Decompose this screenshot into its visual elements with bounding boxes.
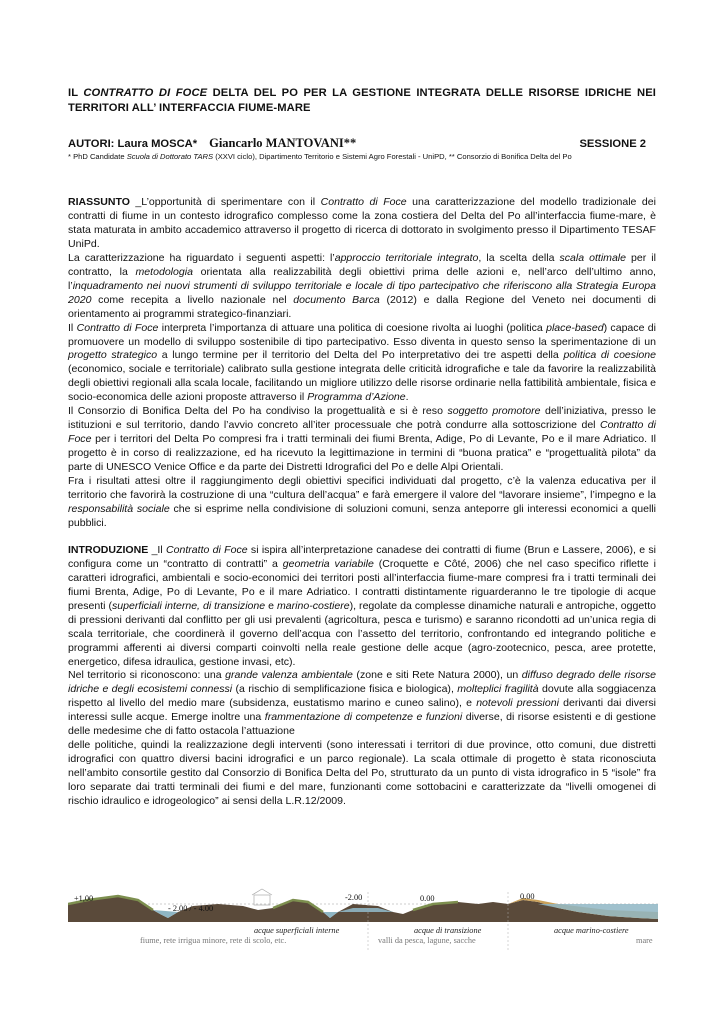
- riassunto-p5: [68, 475, 656, 531]
- text-run: _Il: [148, 543, 166, 556]
- level-3-label: -2.00: [345, 893, 363, 902]
- title-italic: CONTRATTO DI FOCE: [83, 87, 208, 99]
- text-run: geometria variabile: [282, 557, 374, 570]
- affil-b: Scuola di Dottorato TARS: [126, 152, 214, 161]
- paper-title: [68, 86, 656, 116]
- level-5-label: 0.00: [520, 892, 535, 901]
- intro-p1: [68, 544, 656, 670]
- text-run: progetto strategico: [68, 349, 158, 362]
- sub-surface-waters: fiume, rete irrigua minore, rete di scolo, etc.: [140, 936, 287, 945]
- text-run: _L’opportunità di sperimentare con il: [129, 196, 321, 208]
- label-transition-waters: acque di transizione: [414, 926, 482, 935]
- title-post: DELTA DEL PO PER LA GESTIONE INTEGRATA DELLE RISORSE IDRICHE NEI TERRITORI ALL’ INTERFACCIA FIUME-MARE: [68, 87, 656, 114]
- riassunto-p4: [68, 405, 656, 475]
- text-run: soggetto promotore: [447, 405, 541, 418]
- text-run: superficiali interne, di transizione: [112, 599, 266, 612]
- text-run: metodologia: [135, 265, 193, 278]
- text-run: Contratto di Foce: [68, 419, 656, 446]
- intro-p2: [68, 669, 656, 739]
- sub-transition-waters: valli da pesca, lagune, sacche: [378, 936, 476, 945]
- text-run: molteplici fragilità: [457, 683, 539, 696]
- title-pre: IL: [68, 87, 84, 99]
- farmhouse-icon: [252, 889, 272, 905]
- text-run: delle politiche, quindi la realizzazione degli interventi (sono interessati i territori di due province, otto comuni, due distretti idrografici con quattro diversi bacini idrografici e un parco regionale). La scala ottimale di progetto è stata riconosciuta nell’ambito consortile gestito dal Consorzio di Bonifica Delta del Po, strutturato da un punto di vista idrografico in 5 “isole” fra loro separate dai tratti terminali dei fiumi e del mare, funzionanti come sottobacini e caratterizzate da “livelli omogenei di rischio idraulico e idrogeologico” ai sensi della L.R.12/2009.: [68, 739, 656, 808]
- text-run: approccio territoriale integrato: [334, 251, 479, 264]
- text-run: inquadramento nei nuovi strumenti di sviluppo territoriale e locale di tipo partecipativo che riferiscono alla Strategia Europa 2020: [68, 279, 656, 306]
- text-run: (2012) e dalla Regione del Veneto nei documenti di orientamento ai programmi strategico-finanziari.: [68, 293, 656, 320]
- level-4-label: 0.00: [420, 894, 435, 903]
- introduzione-heading: INTRODUZIONE: [68, 543, 149, 556]
- riassunto-p1: [68, 196, 656, 252]
- text-run: diffuso degrado delle risorse idriche e degli ecosistemi connessi: [68, 669, 657, 696]
- level-2-label: - 2.00 / - 4.00: [168, 904, 214, 913]
- affil-c: (XXVI ciclo), Dipartimento Territorio e Sistemi Agro Forestali - UniPD, ** Consorzio di Bonifica Delta del Po: [213, 152, 572, 161]
- text-run: ), regolate da complesse dinamiche naturali e antropiche, oggetto di pressioni derivanti dal conflitto per gli usi prevalenti (agricoltura, pesca e turismo) e saranno ricondotti ad un’unica regia di scala territoriale, che coordinerà il governo dell’acqua con l’assetto del territorio, confrontando ed integrando politiche e programmi afferenti ai diversi comparti coinvolti nella reale gestione delle acque (agro-zootecnico, pesca, aree protette, energetico, difesa idraulica, gestione invasi, etc).: [68, 599, 656, 668]
- text-run: Il Consorzio di Bonifica Delta del Po ha condiviso la progettualità e si è reso: [68, 405, 448, 418]
- author-1: AUTORI: Laura MOSCA*: [68, 138, 198, 150]
- cross-section-diagram: [68, 882, 658, 952]
- text-run: Il: [68, 321, 77, 334]
- text-run: Contratto di Foce: [166, 543, 248, 556]
- text-run: , la scelta della: [478, 251, 560, 264]
- text-run: Contratto di Foce: [76, 321, 159, 334]
- text-run: (a rischio di semplificazione fisica e biologica),: [232, 683, 458, 696]
- author-2: Giancarlo MANTOVANI**: [209, 136, 357, 150]
- text-run: derivanti dai diversi interessi sulle acque. Emerge inoltre una: [68, 697, 657, 724]
- text-run: (zone e siti Rete Natura 2000), un: [352, 669, 522, 682]
- sub-coastal-waters: mare: [636, 936, 653, 945]
- text-run: ) capace di promuovere un modello di sviluppo sostenibile di tipo partecipativo. Esso diventa in questo senso la sperimentazione di un: [68, 321, 656, 348]
- text-run: come recepita a livello nazionale nel: [91, 293, 294, 306]
- session-label: SESSIONE 2: [579, 138, 646, 150]
- text-run: si ispira all’interpretazione canadese dei contratti di fiume (Brun e Lassere, 2006), e si configura come un “contratto di contratti” a: [68, 543, 656, 570]
- text-run: e: [265, 599, 277, 612]
- paper-page: [68, 86, 656, 809]
- text-run: .: [405, 391, 409, 404]
- text-run: che si esprime nella condivisione di soluzioni comuni, senza anteporre gli interessi economici a quelli pubblici.: [68, 502, 656, 529]
- text-run: per il contratto, la: [68, 251, 656, 278]
- text-run: La caratterizzazione ha riguardato i seguenti aspetti: l’: [68, 251, 335, 264]
- text-run: frammentazione di competenze e funzioni: [264, 711, 463, 724]
- text-run: a lungo termine per il territorio del Delta del Po interpretativo dei tre aspetti della: [157, 349, 564, 362]
- riassunto-p2: [68, 252, 656, 322]
- text-run: orientata alla realizzabilità degli obiettivi prima delle azioni e, nell’arco dell’ultimo anno, l’: [68, 265, 656, 292]
- intro-p3: [68, 739, 656, 809]
- text-run: Nel territorio si riconoscono: una: [68, 669, 226, 682]
- text-run: politica di coesione: [563, 349, 657, 362]
- text-run: documento Barca: [293, 293, 380, 306]
- text-run: Programma d’Azione: [307, 391, 406, 404]
- affiliation: [68, 152, 656, 162]
- text-run: una caratterizzazione del modello tradizionale dei contratti di fiume in un contesto idrografico complesso come la zona costiera del Delta del Po all’interfaccia fiume-mare, è stata maturata in ambito accademico attraverso il progetto di ricerca di dottorato in svolgimento presso il Dipartimento TESAF UniPd.: [68, 196, 656, 250]
- text-run: grande valenza ambientale: [225, 669, 353, 682]
- text-run: dell’iniziativa, presso le istituzioni e sul territorio, dando l’avvio concreto all’iter processuale che potrà condurre alla sottoscrizione del: [68, 405, 656, 432]
- authors-line: [68, 136, 656, 151]
- riassunto-section: [68, 196, 656, 531]
- affil-a: * PhD Candidate: [68, 152, 127, 161]
- label-coastal-waters: acque marino-costiere: [554, 926, 629, 935]
- text-run: place-based: [546, 321, 604, 334]
- text-run: interpreta l’importanza di attuare una politica di coesione rivolta ai luoghi (politica: [158, 321, 547, 334]
- text-run: Fra i risultati attesi oltre il raggiungimento degli obiettivi specifici individuati dal progetto, c’è la valenza educativa per il territorio che favorirà la costruzione di una “cultura dell’acqua” e farà emergere il valore del “lavorare insieme”, l’impegno e la: [68, 475, 656, 502]
- text-run: notevoli pressioni: [476, 697, 559, 710]
- text-run: per i territori del Delta Po compresi fra i tratti terminali dei fiumi Brenta, Adige, Po di Levante, Po e il mare Adriatico. Il progetto è in corso di realizzazione, ed ha ricevuto la legittimazione in termini di “buona pratica” e “progettualità pilota” da parte di UNESCO Venice Office e da parte dei Distretti Idrografici del Po e delle Alpi Orientali.: [68, 433, 656, 474]
- label-surface-waters: acque superficiali interne: [254, 926, 340, 935]
- text-run: marino-costiere: [276, 599, 350, 612]
- text-run: responsabilità sociale: [68, 502, 170, 515]
- riassunto-heading: RIASSUNTO: [68, 196, 130, 208]
- text-run: (economico, sociale e territoriale) calibrato sulla gestione integrata delle criticità idrografiche e tale da favorire la realizzabilità degli obiettivi regionali alla scala locale, facilitando un migliore utilizzo delle risorse ordinarie nella fattibilità ambientale, fisica e socio-economica delle azioni proposte attraverso il: [68, 363, 657, 404]
- level-1-label: +1,00: [74, 894, 94, 903]
- introduzione-section: [68, 544, 656, 809]
- text-run: diverse, di risorse esistenti e di gestione delle medesime che di fatto ostacola l’attuazione: [68, 711, 657, 738]
- text-run: scala ottimale: [559, 251, 627, 264]
- text-run: dovute alla soggiacenza rispetto al livello del medio mare (subsidenza, eustatismo marino e cuneo salino), e: [68, 683, 657, 710]
- riassunto-p3: [68, 322, 656, 406]
- text-run: Contratto di Foce: [320, 196, 407, 208]
- text-run: (Croquette e Côté, 2006) che nel caso specifico riflette i caratteri idrografici, ambientali e socio-economici dei territori posti all’interfaccia fiume-mare compresi fra i tratti terminali dei fiumi Brenta, Adige, Po di Levante, Po e il mare Adriatico. I contratti distintamente riguarderanno le tre tipologie di acque presenti (: [68, 557, 657, 612]
